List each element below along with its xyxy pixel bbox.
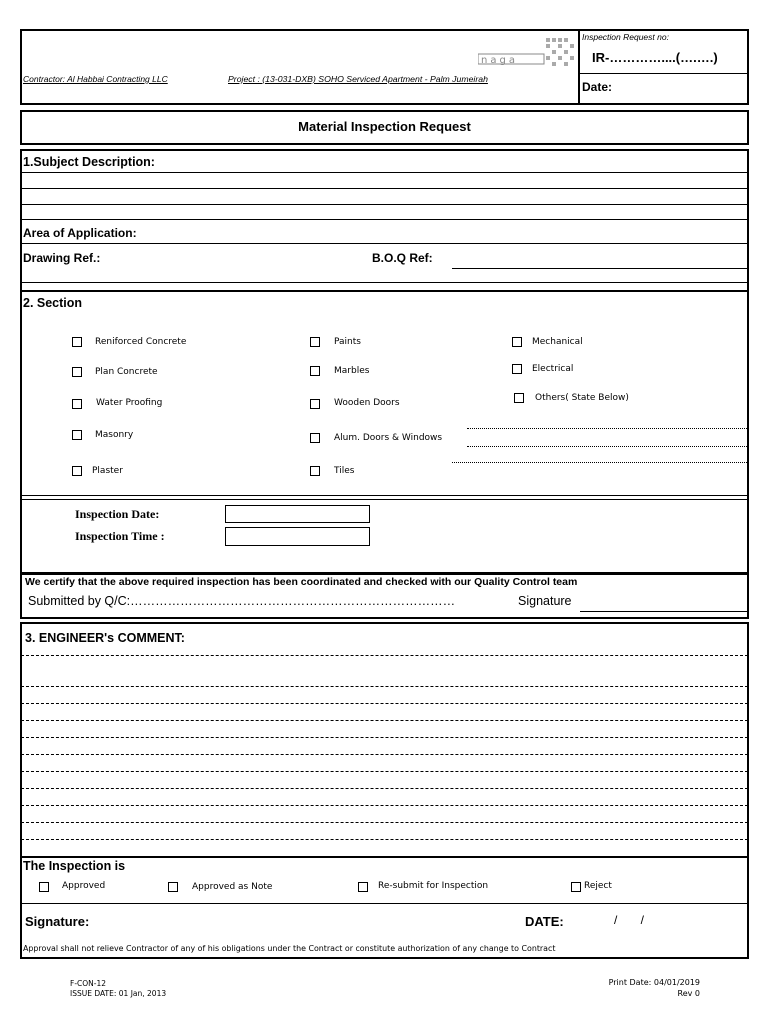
certify-text: We certify that the above required inspection has been coordinated and checked with our Quality Control team: [25, 576, 578, 588]
inspection-date-label: Inspection Date:: [75, 507, 160, 521]
checkbox-wooden-doors[interactable]: [310, 399, 320, 409]
comment-line-1[interactable]: [21, 655, 748, 656]
area-label: Area of Application:: [23, 226, 137, 240]
option-reinforced-concrete: Reniforced Concrete: [95, 337, 187, 347]
final-date-value[interactable]: / /: [614, 913, 645, 927]
checkbox-plan-concrete[interactable]: [72, 367, 82, 377]
option-masonry: Masonry: [95, 430, 134, 440]
comment-line-2[interactable]: [21, 686, 748, 687]
checkbox-marbles[interactable]: [310, 366, 320, 376]
option-plaster: Plaster: [92, 466, 123, 476]
option-mechanical: Mechanical: [532, 337, 583, 347]
option-electrical: Electrical: [532, 364, 574, 374]
option-others: Others( State Below): [535, 393, 629, 403]
result-right-border: [747, 857, 749, 958]
checkbox-resubmit[interactable]: [358, 882, 368, 892]
result-bottom-line: [20, 957, 749, 959]
inspection-result-heading: The Inspection is: [23, 859, 126, 873]
checkbox-plaster[interactable]: [72, 466, 82, 476]
comment-line-8[interactable]: [21, 788, 748, 789]
inspection-request-label: Inspection Request no:: [582, 32, 669, 42]
option-alum-doors-windows: Alum. Doors & Windows: [334, 433, 443, 443]
issue-date: ISSUE DATE: 01 Jan, 2013: [70, 989, 167, 998]
subject-heading: 1.Subject Description:: [23, 155, 155, 169]
comment-line-3[interactable]: [21, 703, 748, 704]
result-divider: [21, 903, 748, 904]
option-approved: Approved: [62, 881, 106, 891]
option-resubmit: Re-submit for Inspection: [378, 881, 489, 891]
option-approved-as-note: Approved as Note: [192, 882, 273, 892]
comment-line-7[interactable]: [21, 771, 748, 772]
header-date-label: Date:: [582, 80, 613, 94]
drawing-label: Drawing Ref.:: [23, 251, 101, 265]
checkbox-approved[interactable]: [39, 882, 49, 892]
section-heading: 2. Section: [23, 296, 83, 310]
logo-text: naga: [481, 55, 518, 66]
header-hline: [578, 73, 748, 74]
others-line-2[interactable]: [467, 446, 747, 447]
company-logo: [478, 34, 578, 70]
checkbox-electrical[interactable]: [512, 364, 522, 374]
inspection-time-field[interactable]: [225, 527, 370, 546]
subject-line-1: [21, 172, 748, 173]
others-line-1[interactable]: [467, 428, 747, 429]
ir-number[interactable]: IR-…………....(….….): [592, 50, 718, 65]
comment-line-6[interactable]: [21, 754, 748, 755]
inspection-date-field[interactable]: [225, 505, 370, 523]
final-date-label: DATE:: [525, 914, 564, 929]
checkbox-tiles[interactable]: [310, 466, 320, 476]
comment-line-10[interactable]: [21, 822, 748, 823]
checkbox-mechanical[interactable]: [512, 337, 522, 347]
submitted-by-label: Submitted by Q/C:……………………………………………………………………: [28, 594, 456, 608]
print-date: Print Date: 04/01/2019: [608, 978, 700, 987]
certify-signature-line[interactable]: [580, 611, 747, 612]
contractor-label: Contractor: Al Habbai Contracting LLC: [23, 74, 168, 84]
checkbox-reinforced-concrete[interactable]: [72, 337, 82, 347]
revision: Rev 0: [677, 989, 700, 998]
checkbox-masonry[interactable]: [72, 430, 82, 440]
certify-signature-label: Signature: [518, 594, 572, 608]
option-reject: Reject: [584, 881, 612, 891]
checkbox-paints[interactable]: [310, 337, 320, 347]
boq-label: B.O.Q Ref:: [372, 251, 433, 265]
checkbox-approved-as-note[interactable]: [168, 882, 178, 892]
header-divider: [578, 30, 580, 104]
option-plan-concrete: Plan Concrete: [95, 367, 158, 377]
area-line: [21, 243, 748, 244]
checkbox-reject[interactable]: [571, 882, 581, 892]
subject-line-4: [21, 219, 748, 220]
project-label: Project : (13-031-DXB) SOHO Serviced Apartment - Palm Jumeirah: [228, 74, 488, 84]
subject-line-2: [21, 188, 748, 189]
others-line-3[interactable]: [452, 462, 747, 463]
comment-line-4[interactable]: [21, 720, 748, 721]
engineer-heading: 3. ENGINEER's COMMENT:: [25, 631, 185, 645]
form-title: Material Inspection Request: [298, 119, 471, 134]
final-signature-label: Signature:: [25, 914, 90, 929]
form-code: F-CON-12: [70, 979, 107, 988]
approval-disclaimer: Approval shall not relieve Contractor of any of his obligations under the Contract or constitute authorization of any change to Contract: [23, 944, 556, 953]
inspection-time-label: Inspection Time :: [75, 529, 165, 543]
comment-line-9[interactable]: [21, 805, 748, 806]
option-water-proofing: Water Proofing: [96, 398, 163, 408]
subject-end-line-2: [21, 290, 748, 292]
section-end-line-2: [21, 499, 748, 500]
option-tiles: Tiles: [334, 466, 355, 476]
boq-field-line[interactable]: [452, 268, 748, 269]
option-paints: Paints: [334, 337, 361, 347]
option-marbles: Marbles: [334, 366, 370, 376]
checkbox-water-proofing[interactable]: [72, 399, 82, 409]
comment-line-5[interactable]: [21, 737, 748, 738]
subject-end-line-1: [21, 282, 748, 283]
section-end-line: [21, 495, 748, 496]
checkbox-alum-doors-windows[interactable]: [310, 433, 320, 443]
comment-line-11[interactable]: [21, 839, 748, 840]
subject-line-3: [21, 204, 748, 205]
result-left-border: [20, 857, 22, 958]
option-wooden-doors: Wooden Doors: [334, 398, 400, 408]
checkbox-others[interactable]: [514, 393, 524, 403]
